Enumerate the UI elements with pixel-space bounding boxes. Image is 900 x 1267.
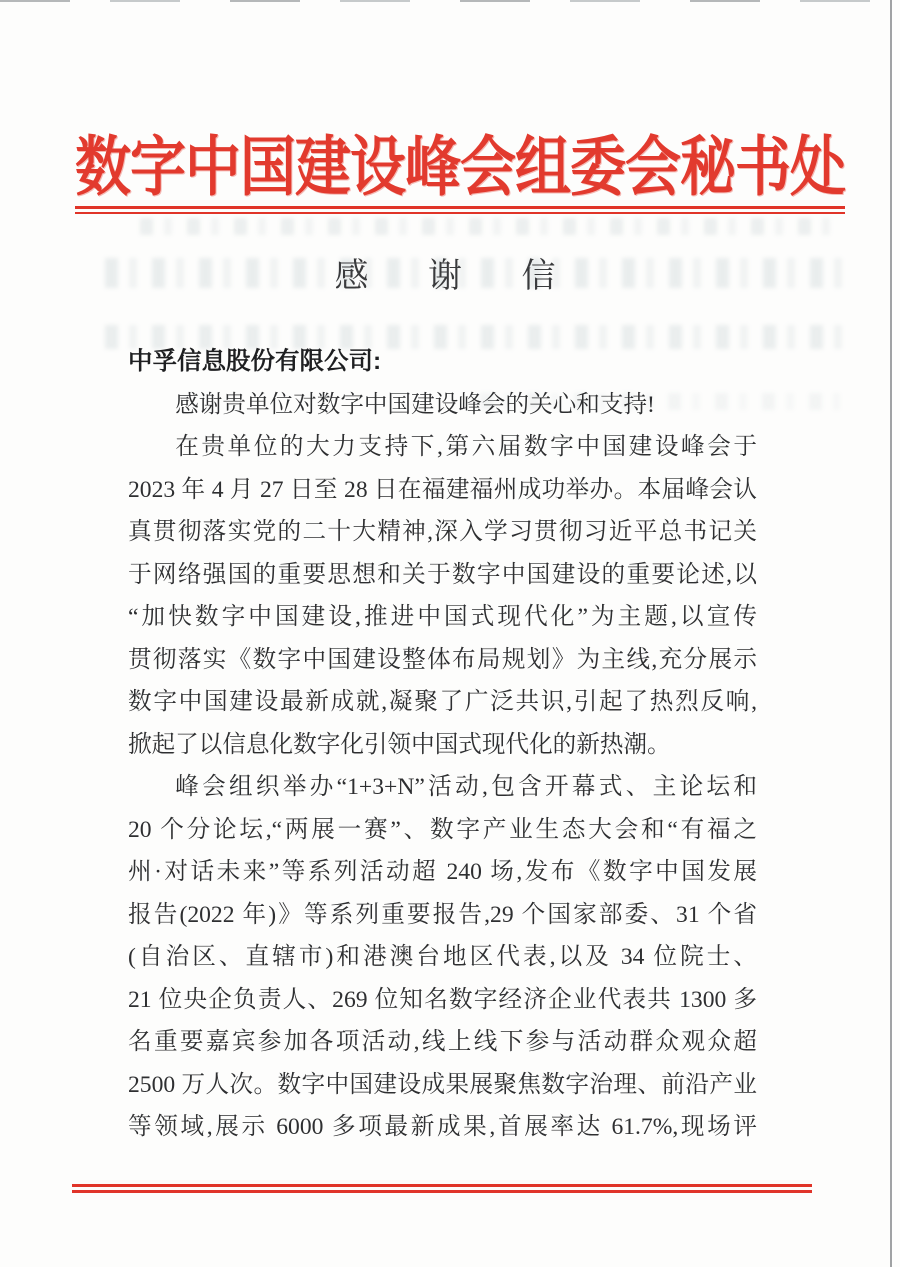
body-line: 于网络强国的重要思想和关于数字中国建设的重要论述,以 (128, 561, 757, 588)
body-line: “加快数字中国建设,推进中国式现代化”为主题,以宣传 (128, 604, 757, 630)
body-line: 掀起了以信息化数字化引领中国式现代化的新热潮。 (128, 731, 671, 758)
body-line: 2500 万人次。数字中国建设成果展聚焦数字治理、前沿产业 (128, 1071, 757, 1098)
body-line: 名重要嘉宾参加各项活动,线上线下参与活动群众观众超 (128, 1029, 757, 1055)
body-line: (自治区、直辖市)和港澳台地区代表,以及 34 位院士、 (128, 944, 757, 970)
letter-body (128, 341, 757, 1149)
body-line: 21 位央企负责人、269 位知名数字经济企业代表共 1300 多 (128, 986, 757, 1013)
body-line: 真贯彻落实党的二十大精神,深入学习贯彻习近平总书记关 (128, 519, 757, 545)
letter-title (0, 248, 890, 297)
salutation: 中孚信息股份有限公司: (128, 348, 382, 375)
body-line: 在贵单位的大力支持下,第六届数字中国建设峰会于 (175, 434, 757, 460)
body-line: 报告(2022 年)》等系列重要报告,29 个国家部委、31 个省 (128, 901, 757, 928)
letter-title-text: 感谢信 (334, 258, 615, 295)
body-line: 贯彻落实《数字中国建设整体布局规划》为主线,充分展示 (128, 646, 757, 673)
body-line: 20 个分论坛,“两展一赛”、数字产业生态大会和“有福之 (128, 816, 757, 843)
bleed-through-artifact (140, 218, 830, 235)
letterhead-org-name: 数字中国建设峰会组委会秘书处 (75, 132, 845, 205)
letterhead-double-rule (75, 206, 845, 214)
body-line: 州·对话未来”等系列活动超 240 场,发布《数字中国发展 (128, 859, 757, 885)
footer-double-rule (72, 1184, 812, 1193)
scan-top-edge-artifact (0, 0, 900, 2)
body-line: 2023 年 4 月 27 日至 28 日在福建福州成功举办。本届峰会认 (128, 476, 757, 503)
body-line: 等领域,展示 6000 多项最新成果,首展率达 61.7%,现场评 (128, 1114, 757, 1140)
body-line: 峰会组织举办“1+3+N”活动,包含开幕式、主论坛和 (175, 774, 757, 800)
body-line: 数字中国建设最新成就,凝聚了广泛共识,引起了热烈反响, (128, 689, 757, 715)
body-line: 感谢贵单位对数字中国建设峰会的关心和支持! (175, 391, 655, 418)
